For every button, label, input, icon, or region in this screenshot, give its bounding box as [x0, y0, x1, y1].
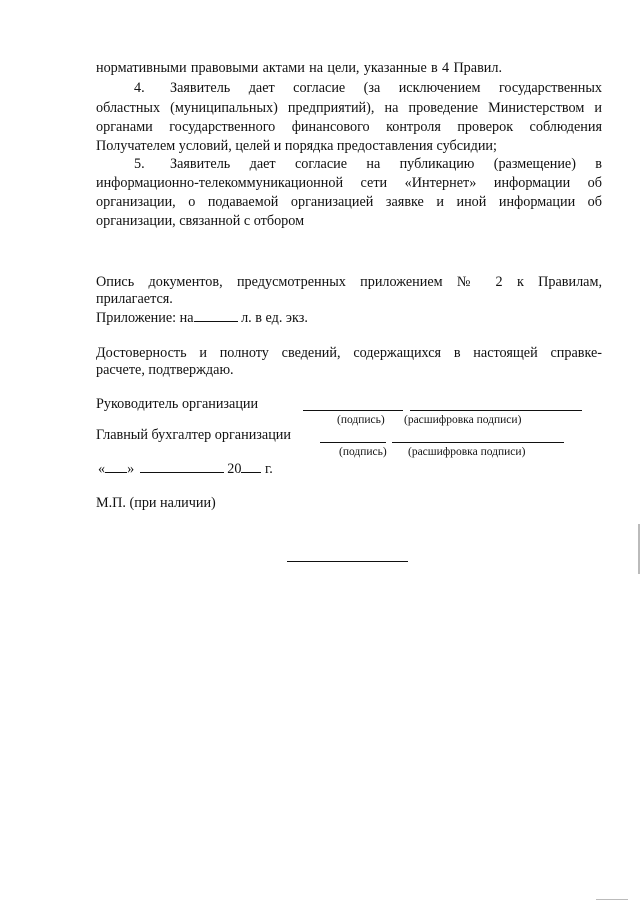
closing-divider	[287, 561, 408, 562]
head-decode-line	[410, 410, 582, 411]
text-line: областных (муниципальных) предприятий), на проведение Министерством и	[96, 100, 602, 116]
accountant-signature-caption: (подпись)	[339, 446, 387, 458]
text-line: организации, связанной с отбором	[96, 213, 305, 229]
clause-number: 5.	[134, 156, 145, 172]
stamp-note: М.П. (при наличии)	[96, 495, 216, 511]
clause-number: 4.	[134, 80, 145, 96]
month-blank	[140, 460, 224, 473]
accountant-label: Главный бухгалтер организации	[96, 427, 291, 443]
accountant-decode-caption: (расшифровка подписи)	[408, 446, 526, 458]
text-line: нормативными правовыми актами на цели, указанные в 4 Правил.	[96, 60, 502, 76]
day-blank	[105, 460, 127, 473]
text-line: Достоверность и полноту сведений, содержащихся в настоящей справке-	[96, 345, 602, 361]
year-blank	[241, 460, 261, 473]
text-line: Заявитель дает согласие (за исключением государственных	[170, 80, 602, 96]
date-line	[98, 460, 273, 478]
scan-footer-mark	[596, 899, 628, 900]
appendix-line	[96, 309, 308, 327]
text-line: информационно-телекоммуникационной сети «Интернет» информации об	[96, 175, 602, 191]
head-label: Руководитель организации	[96, 396, 259, 412]
year-suffix: г.	[265, 461, 273, 477]
text-line: органами государственного финансового контроля проверок соблюдения	[96, 119, 602, 135]
date-quote-close: »	[127, 461, 135, 477]
accountant-signature-line	[320, 442, 386, 443]
accountant-decode-line	[392, 442, 564, 443]
text-line: Опись документов, предусмотренных приложением № 2 к Правилам,	[96, 274, 602, 290]
text-line: прилагается.	[96, 291, 173, 307]
text-line: Получателем условий, целей и порядка предоставления субсидии;	[96, 138, 497, 154]
appendix-prefix: Приложение: на	[96, 310, 194, 326]
appendix-suffix: л. в ед. экз.	[241, 310, 308, 326]
head-signature-line	[303, 410, 403, 411]
year-prefix: 20	[227, 461, 242, 477]
head-signature-caption: (подпись)	[337, 414, 385, 426]
sheet-count-blank	[194, 309, 238, 322]
text-line: Заявитель дает согласие на публикацию (размещение) в	[170, 156, 602, 172]
text-line: организации, о подаваемой организацией заявке и иной информации об	[96, 194, 602, 210]
text-line: расчете, подтверждаю.	[96, 362, 234, 378]
date-quote-open: «	[98, 461, 106, 477]
head-decode-caption: (расшифровка подписи)	[404, 414, 522, 426]
